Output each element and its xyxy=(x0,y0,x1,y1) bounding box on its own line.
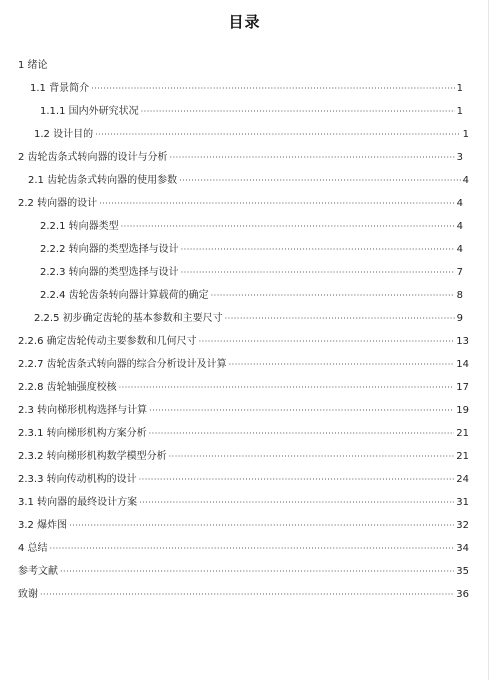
toc-leader-dots xyxy=(181,243,455,257)
toc-leader-dots xyxy=(60,565,454,579)
toc-leader-dots xyxy=(199,335,455,349)
toc-leader-dots xyxy=(141,105,455,119)
toc-entry-page: 9 xyxy=(456,313,463,324)
toc-entry[interactable] xyxy=(40,241,463,257)
toc-entry-label: 3.1 转向器的最终设计方案 xyxy=(18,497,138,508)
toc-leader-dots xyxy=(69,519,454,533)
toc-entry-page: 14 xyxy=(456,359,469,370)
toc-leader-dots xyxy=(170,151,455,165)
toc-entry-page: 17 xyxy=(456,382,469,393)
toc-entry-label: 1.1 背景简介 xyxy=(30,83,90,94)
toc-entry-label: 3.2 爆炸图 xyxy=(18,520,68,531)
toc-leader-dots xyxy=(139,496,454,510)
toc-entry-page: 19 xyxy=(456,405,469,416)
toc-entry-label: 致谢 xyxy=(18,589,38,600)
toc-entry-page: 4 xyxy=(456,244,463,255)
toc-entry-label: 2.2.4 齿轮齿条转向器计算载荷的确定 xyxy=(40,290,209,301)
toc-entry-page: 21 xyxy=(456,428,469,439)
toc-leader-dots xyxy=(139,473,455,487)
toc-entry-page: 7 xyxy=(456,267,463,278)
toc-leader-dots xyxy=(95,128,461,142)
toc-leader-dots xyxy=(169,450,455,464)
toc-entry[interactable] xyxy=(34,310,463,326)
toc-leader-dots xyxy=(179,174,461,188)
toc-leader-dots xyxy=(40,588,454,602)
toc-entry-label: 2.3.3 转向传动机构的设计 xyxy=(18,474,137,485)
toc-entry[interactable] xyxy=(40,287,463,303)
toc-entry-page: 31 xyxy=(456,497,469,508)
toc-entry-label: 2.2.1 转向器类型 xyxy=(40,221,119,232)
toc-entry-page: 1 xyxy=(456,83,463,94)
toc-entry-label: 2.3.1 转向梯形机构方案分析 xyxy=(18,428,147,439)
toc-entry[interactable] xyxy=(18,57,178,73)
toc-title: 目录 xyxy=(228,13,261,31)
toc-leader-dots xyxy=(149,404,454,418)
toc-entry-page: 3 xyxy=(456,152,463,163)
toc-entry-page: 4 xyxy=(462,175,469,186)
toc-leader-dots xyxy=(99,197,455,211)
toc-entry-label: 1 绪论 xyxy=(18,60,48,71)
toc-entry[interactable] xyxy=(18,448,469,464)
toc-entry-label: 2.2.3 转向器的类型选择与设计 xyxy=(40,267,179,278)
toc-entry[interactable] xyxy=(18,356,469,372)
toc-entry-label: 参考文献 xyxy=(18,566,58,577)
toc-entry-page: 4 xyxy=(456,221,463,232)
toc-entry[interactable] xyxy=(18,517,469,533)
toc-leader-dots xyxy=(211,289,455,303)
toc-entry-label: 2.2 转向器的设计 xyxy=(18,198,98,209)
toc-entry[interactable] xyxy=(18,494,469,510)
toc-entry[interactable] xyxy=(18,471,469,487)
toc-entry-label: 2.2.8 齿轮轴强度校核 xyxy=(18,382,117,393)
toc-entry-label: 2.2.5 初步确定齿轮的基本参数和主要尺寸 xyxy=(34,313,223,324)
toc-entry[interactable] xyxy=(18,586,469,602)
toc-leader-dots xyxy=(181,266,455,280)
toc-entry[interactable] xyxy=(18,402,469,418)
toc-entry-page: 24 xyxy=(456,474,469,485)
toc-entry-page: 4 xyxy=(456,198,463,209)
toc-leader-dots xyxy=(149,427,455,441)
toc-entry-label: 2.2.7 齿轮齿条式转向器的综合分析设计及计算 xyxy=(18,359,227,370)
toc-entry[interactable] xyxy=(30,80,463,96)
toc-entry[interactable] xyxy=(18,195,463,211)
toc-leader-dots xyxy=(91,82,455,96)
toc-entry-page: 21 xyxy=(456,451,469,462)
toc-leader-dots xyxy=(229,358,455,372)
toc-entry[interactable] xyxy=(18,333,469,349)
toc-entry-label: 1.1.1 国内外研究状况 xyxy=(40,106,139,117)
toc-entry-label: 2.3 转向梯形机构选择与计算 xyxy=(18,405,148,416)
toc-leader-dots xyxy=(50,542,455,556)
toc-entry-page: 34 xyxy=(456,543,469,554)
toc-entry[interactable] xyxy=(40,218,463,234)
toc-entry-page: 1 xyxy=(456,106,463,117)
toc-entry-label: 2.2.2 转向器的类型选择与设计 xyxy=(40,244,179,255)
toc-entry-page: 32 xyxy=(456,520,469,531)
toc-entry-label: 2.3.2 转向梯形机构数学模型分析 xyxy=(18,451,167,462)
toc-entry[interactable] xyxy=(28,172,469,188)
toc-entry-label: 2.2.6 确定齿轮传动主要参数和几何尺寸 xyxy=(18,336,197,347)
toc-leader-dots xyxy=(119,381,455,395)
toc-entry-label: 4 总结 xyxy=(18,543,48,554)
toc-entry-page: 35 xyxy=(456,566,469,577)
toc-entry-page: 1 xyxy=(462,129,469,140)
toc-entry[interactable] xyxy=(18,425,469,441)
toc-leader-dots xyxy=(121,220,455,234)
toc-entry-label: 1.2 设计目的 xyxy=(34,129,94,140)
toc-entry[interactable] xyxy=(40,264,463,280)
toc-entry[interactable] xyxy=(18,149,463,165)
toc-entry-page: 36 xyxy=(456,589,469,600)
toc-entry[interactable] xyxy=(40,103,463,119)
toc-entry[interactable] xyxy=(18,563,469,579)
toc-entry[interactable] xyxy=(34,126,469,142)
toc-entry-page: 8 xyxy=(456,290,463,301)
toc-leader-dots xyxy=(225,312,455,326)
toc-entry-label: 2 齿轮齿条式转向器的设计与分析 xyxy=(18,152,168,163)
toc-entry[interactable] xyxy=(18,379,469,395)
toc-entry[interactable] xyxy=(18,540,469,556)
toc-entry-label: 2.1 齿轮齿条式转向器的使用参数 xyxy=(28,175,178,186)
toc-entry-page: 13 xyxy=(456,336,469,347)
